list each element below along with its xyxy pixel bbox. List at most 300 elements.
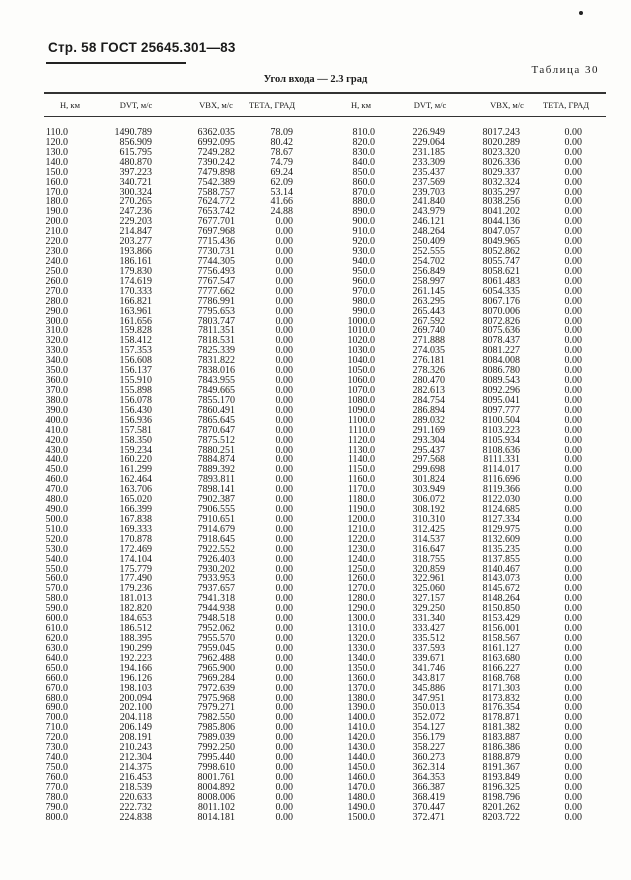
teta-cell: 0.00	[564, 771, 582, 783]
dvt-cell: 314.537	[412, 533, 445, 545]
h-cell: 1040.0	[347, 355, 375, 367]
vbx-cell: 8020.289	[482, 136, 520, 148]
h-cell: 630.0	[45, 642, 68, 654]
teta-cell: 0.00	[564, 613, 582, 625]
vbx-cell: 8044.136	[482, 216, 520, 228]
teta-cell: 69.24	[270, 166, 293, 178]
h-cell: 1370.0	[347, 682, 375, 694]
dvt-cell: 241.840	[412, 196, 445, 208]
teta-cell: 0.00	[275, 533, 293, 545]
dvt-cell: 175.779	[119, 563, 152, 575]
dvt-cell: 282.613	[412, 384, 445, 396]
vbx-cell: 8145.672	[482, 583, 520, 595]
h-cell: 570.0	[45, 583, 68, 595]
vbx-cell: 8203.722	[482, 811, 520, 823]
h-cell: 760.0	[45, 771, 68, 783]
table-row	[0, 227, 631, 237]
vbx-cell: 8078.437	[482, 335, 520, 347]
vbx-cell: 7818.531	[197, 335, 235, 347]
teta-cell: 0.00	[275, 613, 293, 625]
table-row	[0, 217, 631, 227]
h-cell: 1100.0	[347, 414, 375, 426]
table-row	[0, 654, 631, 664]
h-cell: 260.0	[45, 275, 68, 287]
vbx-cell: 7989.039	[197, 732, 235, 744]
teta-cell: 41.66	[270, 196, 293, 208]
vbx-cell: 7941.318	[197, 593, 235, 605]
dvt-cell: 196.126	[119, 672, 152, 684]
table-row	[0, 475, 631, 485]
table-row	[0, 426, 631, 436]
dvt-cell: 174.619	[119, 275, 152, 287]
dvt-cell: 320.859	[412, 563, 445, 575]
table-row	[0, 644, 631, 654]
dvt-cell: 155.898	[119, 384, 152, 396]
h-cell: 1000.0	[347, 315, 375, 327]
teta-cell: 53.14	[270, 186, 293, 198]
h-cell: 1020.0	[347, 335, 375, 347]
table-row	[0, 485, 631, 495]
teta-cell: 0.00	[564, 226, 582, 238]
dvt-cell: 161.299	[119, 464, 152, 476]
h-cell: 1080.0	[347, 394, 375, 406]
teta-cell: 0.00	[564, 533, 582, 545]
vbx-cell: 8111.331	[483, 454, 520, 466]
vbx-cell: 8067.176	[482, 295, 520, 307]
h-cell: 500.0	[45, 513, 68, 525]
h-cell: 640.0	[45, 652, 68, 664]
h-cell: 910.0	[352, 226, 375, 238]
h-cell: 1420.0	[347, 732, 375, 744]
table-row	[0, 555, 631, 565]
h-cell: 710.0	[45, 722, 68, 734]
vbx-cell: 8029.337	[482, 166, 520, 178]
dvt-cell: 231.185	[412, 146, 445, 158]
vbx-cell: 8095.041	[482, 394, 520, 406]
teta-cell: 0.00	[275, 672, 293, 684]
vbx-cell: 7831.822	[197, 355, 235, 367]
vbx-cell: 8041.202	[482, 206, 520, 218]
vbx-cell: 7918.645	[197, 533, 235, 545]
h-cell: 190.0	[45, 206, 68, 218]
h-cell: 400.0	[45, 414, 68, 426]
vbx-cell: 7865.645	[197, 414, 235, 426]
h-cell: 870.0	[352, 186, 375, 198]
h-cell: 600.0	[45, 613, 68, 625]
h-cell: 610.0	[45, 623, 68, 635]
dvt-cell: 480.870	[119, 156, 152, 168]
teta-cell: 0.00	[564, 434, 582, 446]
h-cell: 1320.0	[347, 633, 375, 645]
vbx-cell: 8178.871	[482, 712, 520, 724]
vbx-cell: 7875.512	[197, 434, 235, 446]
h-cell: 1300.0	[347, 613, 375, 625]
col-header-h-right: H, км	[351, 100, 371, 110]
table-row	[0, 574, 631, 584]
vbx-cell: 8017.243	[482, 127, 520, 138]
teta-cell: 0.00	[275, 762, 293, 773]
dvt-cell: 170.878	[119, 533, 152, 545]
h-cell: 1030.0	[347, 345, 375, 357]
vbx-cell: 8163.680	[482, 652, 520, 664]
h-cell: 330.0	[45, 345, 68, 357]
teta-cell: 0.00	[275, 811, 293, 823]
vbx-cell: 8124.685	[482, 504, 520, 516]
h-cell: 170.0	[45, 186, 68, 198]
h-cell: 830.0	[352, 146, 375, 158]
teta-cell: 0.00	[564, 762, 582, 773]
vbx-cell: 8035.297	[482, 186, 520, 198]
dvt-cell: 158.412	[119, 335, 152, 347]
teta-cell: 0.00	[564, 484, 582, 496]
vbx-cell: 8049.965	[482, 236, 520, 248]
vbx-cell: 7756.493	[197, 265, 235, 277]
vbx-cell: 8119.366	[482, 484, 520, 496]
table-row	[0, 396, 631, 406]
dvt-cell: 337.593	[412, 642, 445, 654]
table-row	[0, 406, 631, 416]
h-cell: 1200.0	[347, 513, 375, 525]
dvt-cell: 364.353	[412, 771, 445, 783]
vbx-cell: 7992.250	[197, 742, 235, 754]
vbx-cell: 6054.335	[482, 285, 520, 297]
teta-cell: 0.00	[564, 593, 582, 605]
dvt-cell: 243.979	[412, 206, 445, 218]
h-cell: 390.0	[45, 404, 68, 416]
teta-cell: 78.67	[270, 146, 293, 158]
teta-cell: 0.00	[564, 186, 582, 198]
h-cell: 1060.0	[347, 375, 375, 387]
table-row	[0, 267, 631, 277]
vbx-cell: 7843.955	[197, 375, 235, 387]
h-cell: 820.0	[352, 136, 375, 148]
h-cell: 140.0	[45, 156, 68, 168]
vbx-cell: 8188.879	[482, 752, 520, 764]
vbx-cell: 8011.102	[197, 801, 235, 813]
vbx-cell: 7902.387	[197, 494, 235, 506]
vbx-cell: 8135.235	[482, 543, 520, 555]
col-header-vbx-left: VBX, м/с	[199, 100, 233, 110]
table-row	[0, 247, 631, 257]
teta-cell: 0.00	[564, 295, 582, 307]
dvt-cell: 354.127	[412, 722, 445, 734]
h-cell: 580.0	[45, 593, 68, 605]
h-cell: 300.0	[45, 315, 68, 327]
table-row	[0, 604, 631, 614]
table-row	[0, 326, 631, 336]
table-row	[0, 446, 631, 456]
dvt-cell: 261.145	[412, 285, 445, 297]
dvt-cell: 339.671	[412, 652, 445, 664]
table-row	[0, 455, 631, 465]
table-row	[0, 505, 631, 515]
vbx-cell: 8026.336	[482, 156, 520, 168]
dvt-cell: 340.721	[119, 176, 152, 188]
dvt-cell: 280.470	[412, 375, 445, 387]
teta-cell: 0.00	[564, 236, 582, 248]
vbx-cell: 7914.679	[197, 523, 235, 535]
teta-cell: 0.00	[564, 206, 582, 218]
dvt-cell: 188.395	[119, 633, 152, 645]
dvt-cell: 318.755	[412, 553, 445, 565]
dvt-cell: 162.464	[119, 474, 152, 486]
teta-cell: 0.00	[564, 275, 582, 287]
vbx-cell: 8193.849	[482, 771, 520, 783]
teta-cell: 0.00	[275, 494, 293, 506]
dvt-cell: 182.820	[119, 603, 152, 615]
dvt-cell: 362.314	[412, 762, 445, 773]
teta-cell: 0.00	[564, 692, 582, 704]
teta-cell: 0.00	[275, 553, 293, 565]
teta-cell: 0.00	[564, 285, 582, 297]
teta-cell: 0.00	[275, 742, 293, 754]
teta-cell: 0.00	[564, 504, 582, 516]
dvt-cell: 179.830	[119, 265, 152, 277]
h-cell: 1290.0	[347, 603, 375, 615]
dvt-cell: 258.997	[412, 275, 445, 287]
teta-cell: 0.00	[564, 127, 582, 138]
dvt-cell: 184.653	[119, 613, 152, 625]
h-cell: 1120.0	[347, 434, 375, 446]
vbx-cell: 7744.305	[197, 255, 235, 267]
teta-cell: 0.00	[564, 494, 582, 506]
h-cell: 1270.0	[347, 583, 375, 595]
table-row	[0, 376, 631, 386]
vbx-cell: 7767.547	[197, 275, 235, 287]
vbx-cell: 8196.325	[482, 781, 520, 793]
dvt-cell: 158.350	[119, 434, 152, 446]
dvt-cell: 343.817	[412, 672, 445, 684]
teta-cell: 0.00	[564, 414, 582, 426]
h-cell: 240.0	[45, 255, 68, 267]
teta-cell: 0.00	[275, 781, 293, 793]
dvt-cell: 300.324	[119, 186, 152, 198]
vbx-cell: 7884.874	[197, 454, 235, 466]
vbx-cell: 7933.953	[197, 573, 235, 585]
dvt-cell: 163.706	[119, 484, 152, 496]
h-cell: 1260.0	[347, 573, 375, 585]
h-cell: 1010.0	[347, 325, 375, 337]
table-row	[0, 307, 631, 317]
vbx-cell: 8201.262	[482, 801, 520, 813]
col-header-h-left: H, км	[60, 100, 80, 110]
dvt-cell: 341.746	[412, 662, 445, 674]
h-cell: 1360.0	[347, 672, 375, 684]
dvt-cell: 179.236	[119, 583, 152, 595]
table-row	[0, 813, 631, 823]
h-cell: 900.0	[352, 216, 375, 228]
vbx-cell: 7962.488	[197, 652, 235, 664]
dvt-cell: 299.698	[412, 464, 445, 476]
teta-cell: 0.00	[564, 176, 582, 188]
vbx-cell: 7786.991	[197, 295, 235, 307]
teta-cell: 0.00	[564, 196, 582, 208]
teta-cell: 0.00	[275, 315, 293, 327]
vbx-cell: 8038.256	[482, 196, 520, 208]
table-row	[0, 594, 631, 604]
teta-cell: 0.00	[275, 593, 293, 605]
teta-cell: 0.00	[275, 662, 293, 674]
vbx-cell: 8081.227	[482, 345, 520, 357]
teta-cell: 0.00	[275, 504, 293, 516]
dvt-cell: 306.072	[412, 494, 445, 506]
dvt-cell: 370.447	[412, 801, 445, 813]
teta-cell: 0.00	[564, 265, 582, 277]
h-cell: 340.0	[45, 355, 68, 367]
teta-cell: 0.00	[275, 216, 293, 228]
dvt-cell: 235.437	[412, 166, 445, 178]
teta-cell: 0.00	[564, 752, 582, 764]
dvt-cell: 155.910	[119, 375, 152, 387]
teta-cell: 0.00	[275, 275, 293, 287]
teta-cell: 0.00	[275, 523, 293, 535]
teta-cell: 0.00	[275, 335, 293, 347]
dvt-cell: 284.754	[412, 394, 445, 406]
h-cell: 990.0	[352, 305, 375, 317]
teta-cell: 0.00	[275, 226, 293, 238]
teta-cell: 0.00	[564, 543, 582, 555]
teta-cell: 0.00	[275, 236, 293, 248]
vbx-cell: 8004.892	[197, 781, 235, 793]
vbx-cell: 7922.552	[197, 543, 235, 555]
scan-speck	[579, 11, 583, 15]
vbx-cell: 8075.636	[482, 325, 520, 337]
dvt-cell: 156.430	[119, 404, 152, 416]
dvt-cell: 203.277	[119, 236, 152, 248]
h-cell: 1380.0	[347, 692, 375, 704]
vbx-cell: 7889.392	[197, 464, 235, 476]
vbx-cell: 6362.035	[197, 127, 235, 138]
vbx-cell: 7249.282	[197, 146, 235, 158]
vbx-cell: 8183.887	[482, 732, 520, 744]
teta-cell: 0.00	[275, 702, 293, 714]
teta-cell: 0.00	[564, 553, 582, 565]
dvt-cell: 295.437	[412, 444, 445, 456]
dvt-cell: 161.656	[119, 315, 152, 327]
table-title: Угол входа — 2.3 град	[263, 74, 368, 85]
h-cell: 180.0	[45, 196, 68, 208]
teta-cell: 0.00	[564, 672, 582, 684]
h-cell: 950.0	[352, 265, 375, 277]
vbx-cell: 8086.780	[482, 365, 520, 377]
h-cell: 110.0	[45, 127, 68, 138]
dvt-cell: 204.118	[119, 712, 152, 724]
dvt-cell: 248.264	[412, 226, 445, 238]
teta-cell: 0.00	[275, 752, 293, 764]
h-cell: 1310.0	[347, 623, 375, 635]
h-cell: 250.0	[45, 265, 68, 277]
dvt-cell: 170.333	[119, 285, 152, 297]
dvt-cell: 210.243	[119, 742, 152, 754]
vbx-cell: 8052.862	[482, 246, 520, 258]
h-cell: 720.0	[45, 732, 68, 744]
h-cell: 1480.0	[347, 791, 375, 803]
teta-cell: 0.00	[564, 216, 582, 228]
teta-cell: 0.00	[275, 305, 293, 317]
dvt-cell: 222.732	[119, 801, 152, 813]
h-cell: 1460.0	[347, 771, 375, 783]
h-cell: 840.0	[352, 156, 375, 168]
teta-cell: 0.00	[564, 424, 582, 436]
teta-cell: 0.00	[564, 444, 582, 456]
teta-cell: 0.00	[564, 166, 582, 178]
table-row	[0, 515, 631, 525]
vbx-cell: 7803.747	[197, 315, 235, 327]
vbx-cell: 8114.017	[482, 464, 520, 476]
h-cell: 1170.0	[347, 484, 375, 496]
vbx-cell: 8171.303	[482, 682, 520, 694]
vbx-cell: 7937.657	[197, 583, 235, 595]
table-row	[0, 188, 631, 198]
vbx-cell: 8129.975	[482, 523, 520, 535]
dvt-cell: 156.608	[119, 355, 152, 367]
col-header-teta-left: ТЕТА, ГРАД	[248, 100, 296, 110]
table-row	[0, 138, 631, 148]
dvt-cell: 356.179	[412, 732, 445, 744]
h-cell: 150.0	[45, 166, 68, 178]
table-row	[0, 674, 631, 684]
table-row	[0, 793, 631, 803]
table-row	[0, 168, 631, 178]
h-cell: 1500.0	[347, 811, 375, 823]
vbx-cell: 7944.938	[197, 603, 235, 615]
dvt-cell: 166.821	[119, 295, 152, 307]
dvt-cell: 220.633	[119, 791, 152, 803]
vbx-cell: 7906.555	[197, 504, 235, 516]
h-cell: 1220.0	[347, 533, 375, 545]
table-row	[0, 366, 631, 376]
dvt-cell: 194.166	[119, 662, 152, 674]
vbx-cell: 7955.570	[197, 633, 235, 645]
dvt-cell: 193.866	[119, 246, 152, 258]
teta-cell: 0.00	[564, 404, 582, 416]
dvt-cell: 186.512	[119, 623, 152, 635]
teta-cell: 0.00	[275, 513, 293, 525]
h-cell: 460.0	[45, 474, 68, 486]
dvt-cell: 208.191	[119, 732, 152, 744]
col-header-teta-right: ТЕТА, ГРАД	[542, 100, 590, 110]
vbx-cell: 8103.223	[482, 424, 520, 436]
table-row	[0, 565, 631, 575]
teta-cell: 0.00	[275, 642, 293, 654]
vbx-cell: 7811.351	[197, 325, 235, 337]
vbx-cell: 7542.389	[197, 176, 235, 188]
dvt-cell: 289.032	[412, 414, 445, 426]
dvt-cell: 312.425	[412, 523, 445, 535]
dvt-cell: 269.740	[412, 325, 445, 337]
table-row	[0, 703, 631, 713]
dvt-cell: 256.849	[412, 265, 445, 277]
table-row	[0, 684, 631, 694]
dvt-cell: 265.443	[412, 305, 445, 317]
teta-cell: 0.00	[564, 682, 582, 694]
dvt-cell: 333.427	[412, 623, 445, 635]
vbx-cell: 7995.440	[197, 752, 235, 764]
vbx-cell: 8116.696	[482, 474, 520, 486]
h-cell: 1330.0	[347, 642, 375, 654]
vbx-cell: 7838.016	[197, 365, 235, 377]
teta-cell: 0.00	[275, 583, 293, 595]
teta-cell: 0.00	[275, 295, 293, 307]
vbx-cell: 7730.731	[197, 246, 235, 258]
teta-cell: 0.00	[564, 394, 582, 406]
teta-cell: 0.00	[564, 781, 582, 793]
teta-cell: 0.00	[564, 315, 582, 327]
vbx-cell: 8100.504	[482, 414, 520, 426]
teta-cell: 0.00	[564, 136, 582, 148]
h-cell: 1430.0	[347, 742, 375, 754]
h-cell: 970.0	[352, 285, 375, 297]
